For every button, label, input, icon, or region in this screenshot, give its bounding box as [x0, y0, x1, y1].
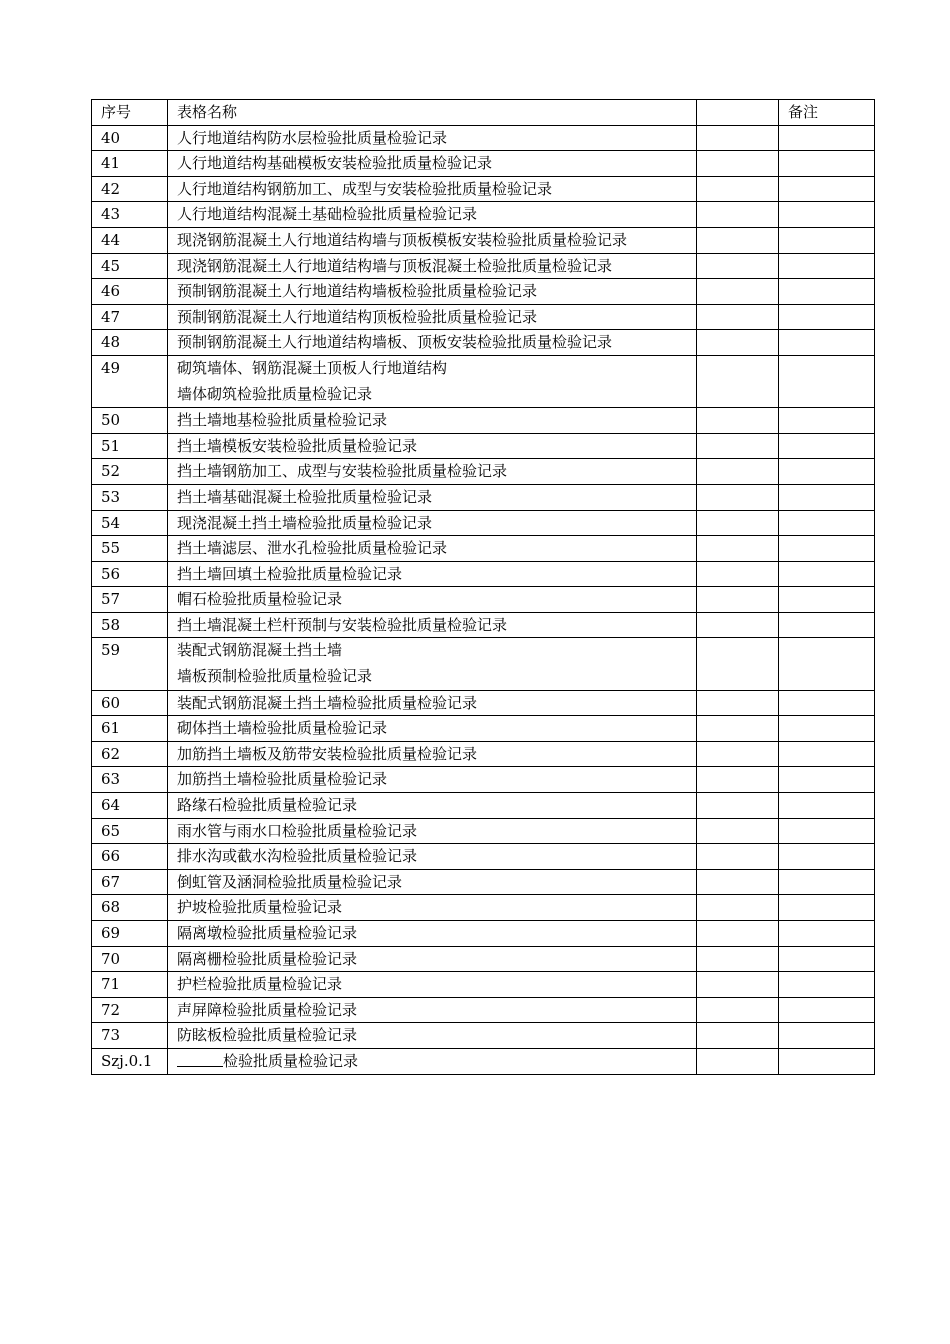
- row-number: 52: [92, 459, 168, 485]
- row-remark-cell: [779, 561, 875, 587]
- header-remark: 备注: [779, 100, 875, 126]
- table-row: [92, 227, 875, 253]
- form-name-line: 人行地道结构防水层检验批质量检验记录: [177, 128, 448, 147]
- row-blank-cell: [697, 972, 779, 998]
- row-blank-cell: [697, 227, 779, 253]
- row-number: 59: [92, 638, 168, 690]
- form-name-line: 防眩板检验批质量检验记录: [177, 1026, 358, 1045]
- row-blank-cell: [697, 253, 779, 279]
- row-remark-cell: [779, 408, 875, 434]
- form-name-line: 加筋挡土墙检验批质量检验记录: [177, 770, 388, 789]
- row-blank-cell: [697, 433, 779, 459]
- table-row: [92, 844, 875, 870]
- row-number: 68: [92, 895, 168, 921]
- row-remark-cell: [779, 716, 875, 742]
- row-blank-cell: [697, 587, 779, 613]
- table-row: [92, 690, 875, 716]
- row-blank-cell: [697, 895, 779, 921]
- row-remark-cell: [779, 330, 875, 356]
- row-remark-cell: [779, 433, 875, 459]
- row-form-name: [168, 1023, 697, 1049]
- row-remark-cell: [779, 1048, 875, 1074]
- form-name-line: 护栏检验批质量检验记录: [177, 975, 343, 994]
- row-form-name: [168, 895, 697, 921]
- table-row-custom: [92, 1048, 875, 1074]
- form-name-line: 预制钢筋混凝土人行地道结构顶板检验批质量检验记录: [177, 307, 538, 326]
- row-blank-cell: [697, 330, 779, 356]
- row-form-name: [168, 355, 697, 407]
- row-remark-cell: [779, 176, 875, 202]
- row-blank-cell: [697, 638, 779, 690]
- row-remark-cell: [779, 793, 875, 819]
- row-form-name: [168, 716, 697, 742]
- row-form-name: [168, 767, 697, 793]
- row-blank-cell: [697, 484, 779, 510]
- row-number: 66: [92, 844, 168, 870]
- table-row: [92, 459, 875, 485]
- row-blank-cell: [697, 921, 779, 947]
- form-name-line: 隔离墩检验批质量检验记录: [177, 924, 358, 942]
- row-form-name: [168, 279, 697, 305]
- row-blank-cell: [697, 946, 779, 972]
- row-form-name: [168, 997, 697, 1023]
- row-number: 43: [92, 202, 168, 228]
- row-number: 57: [92, 587, 168, 613]
- row-number: 69: [92, 921, 168, 947]
- row-number: 49: [92, 355, 168, 407]
- row-number: 53: [92, 484, 168, 510]
- form-name-line: 装配式钢筋混凝土挡土墙: [177, 641, 343, 660]
- row-blank-cell: [697, 997, 779, 1023]
- table-row: [92, 484, 875, 510]
- row-form-name: [168, 459, 697, 485]
- table-row: [92, 536, 875, 562]
- row-form-name: [168, 484, 697, 510]
- row-blank-cell: [697, 279, 779, 305]
- row-number: 60: [92, 690, 168, 716]
- table-row: [92, 946, 875, 972]
- table-row: [92, 716, 875, 742]
- row-blank-cell: [697, 716, 779, 742]
- row-form-name: [168, 972, 697, 998]
- row-remark-cell: [779, 869, 875, 895]
- form-name-line: 加筋挡土墙板及筋带安装检验批质量检验记录: [177, 744, 478, 763]
- row-blank-cell: [697, 793, 779, 819]
- row-remark-cell: [779, 125, 875, 151]
- form-name-line: 人行地道结构钢筋加工、成型与安装检验批质量检验记录: [177, 179, 553, 198]
- row-form-name: [168, 202, 697, 228]
- row-form-name: [168, 741, 697, 767]
- row-blank-cell: [697, 459, 779, 485]
- row-number: 62: [92, 741, 168, 767]
- table-row: [92, 612, 875, 638]
- table-row: [92, 895, 875, 921]
- row-number: 72: [92, 997, 168, 1023]
- row-form-name: [168, 612, 697, 638]
- form-name-line: 砌体挡土墙检验批质量检验记录: [177, 719, 388, 738]
- row-blank-cell: [697, 767, 779, 793]
- header-blank: [697, 100, 779, 126]
- row-remark-cell: [779, 510, 875, 536]
- form-name-line: 人行地道结构基础模板安装检验批质量检验记录: [177, 154, 493, 173]
- table-row: [92, 253, 875, 279]
- form-name-line: 排水沟或截水沟检验批质量检验记录: [177, 847, 418, 866]
- table-row: [92, 408, 875, 434]
- row-remark-cell: [779, 690, 875, 716]
- row-number: 51: [92, 433, 168, 459]
- form-name-line: 预制钢筋混凝土人行地道结构墙板检验批质量检验记录: [177, 282, 538, 301]
- table-row: [92, 921, 875, 947]
- form-name-line: 倒虹管及涵洞检验批质量检验记录: [177, 872, 403, 891]
- row-blank-cell: [697, 536, 779, 562]
- row-number: 54: [92, 510, 168, 536]
- form-name-line: 挡土墙基础混凝土检验批质量检验记录: [177, 487, 433, 506]
- row-form-name: [168, 844, 697, 870]
- document-page: [91, 99, 875, 1075]
- row-form-name: [168, 304, 697, 330]
- row-blank-cell: [697, 202, 779, 228]
- form-name-line: 挡土墙地基检验批质量检验记录: [177, 411, 388, 430]
- form-list-table: [91, 99, 875, 1075]
- row-blank-cell: [697, 1048, 779, 1074]
- row-blank-cell: [697, 304, 779, 330]
- form-name-line: 砌筑墙体、钢筋混凝土顶板人行地道结构: [177, 358, 448, 377]
- table-row: [92, 510, 875, 536]
- row-remark-cell: [779, 536, 875, 562]
- form-name-line: 雨水管与雨水口检验批质量检验记录: [177, 821, 418, 840]
- row-remark-cell: [779, 638, 875, 690]
- table-row: [92, 587, 875, 613]
- row-form-name: [168, 793, 697, 819]
- row-remark-cell: [779, 355, 875, 407]
- table-row: [92, 151, 875, 177]
- row-remark-cell: [779, 459, 875, 485]
- row-blank-cell: [697, 355, 779, 407]
- form-name-line: 挡土墙滤层、泄水孔检验批质量检验记录: [177, 539, 448, 558]
- form-name-line: 预制钢筋混凝土人行地道结构墙板、顶板安装检验批质量检验记录: [177, 333, 613, 352]
- row-number: 45: [92, 253, 168, 279]
- table-row: [92, 869, 875, 895]
- row-number: 56: [92, 561, 168, 587]
- form-name-line: 墙板预制检验批质量检验记录: [177, 667, 373, 686]
- table-body: [92, 100, 875, 1075]
- row-number: 46: [92, 279, 168, 305]
- row-number: 48: [92, 330, 168, 356]
- row-blank-cell: [697, 1023, 779, 1049]
- table-row: [92, 561, 875, 587]
- row-number: 44: [92, 227, 168, 253]
- row-blank-cell: [697, 408, 779, 434]
- table-row: [92, 202, 875, 228]
- row-remark-cell: [779, 253, 875, 279]
- form-name-suffix: 检验批质量检验记录: [223, 1051, 359, 1070]
- row-form-name: [168, 818, 697, 844]
- table-row: [92, 793, 875, 819]
- row-blank-cell: [697, 125, 779, 151]
- row-number: 47: [92, 304, 168, 330]
- row-form-name: [168, 561, 697, 587]
- row-remark-cell: [779, 227, 875, 253]
- row-number: 42: [92, 176, 168, 202]
- row-number: 67: [92, 869, 168, 895]
- fill-in-blank-line: [177, 1050, 223, 1067]
- form-name-line: 隔离栅检验批质量检验记录: [177, 949, 358, 968]
- row-form-name: [168, 125, 697, 151]
- row-number: 58: [92, 612, 168, 638]
- row-remark-cell: [779, 895, 875, 921]
- row-form-name: [168, 253, 697, 279]
- row-remark-cell: [779, 304, 875, 330]
- row-form-name: [168, 536, 697, 562]
- row-remark-cell: [779, 997, 875, 1023]
- row-number: 50: [92, 408, 168, 434]
- row-blank-cell: [697, 818, 779, 844]
- row-form-name: [168, 227, 697, 253]
- form-name-line: 人行地道结构混凝土基础检验批质量检验记录: [177, 205, 478, 224]
- table-row: [92, 818, 875, 844]
- row-remark-cell: [779, 484, 875, 510]
- row-remark-cell: [779, 279, 875, 305]
- row-remark-cell: [779, 741, 875, 767]
- form-name-line: 装配式钢筋混凝土挡土墙检验批质量检验记录: [177, 693, 478, 712]
- row-form-name: [168, 330, 697, 356]
- row-remark-cell: [779, 844, 875, 870]
- table-row: [92, 355, 875, 407]
- table-row: [92, 125, 875, 151]
- form-name-line: 挡土墙回填土检验批质量检验记录: [177, 564, 403, 583]
- row-blank-cell: [697, 561, 779, 587]
- table-row: [92, 997, 875, 1023]
- row-remark-cell: [779, 202, 875, 228]
- row-number: 61: [92, 716, 168, 742]
- row-remark-cell: [779, 818, 875, 844]
- row-remark-cell: [779, 946, 875, 972]
- row-number: 70: [92, 946, 168, 972]
- row-remark-cell: [779, 972, 875, 998]
- row-remark-cell: [779, 587, 875, 613]
- row-remark-cell: [779, 921, 875, 947]
- form-name-line: 路缘石检验批质量检验记录: [177, 796, 358, 815]
- row-form-name: [168, 510, 697, 536]
- row-number: 55: [92, 536, 168, 562]
- table-row: [92, 767, 875, 793]
- row-number: 64: [92, 793, 168, 819]
- row-remark-cell: [779, 767, 875, 793]
- row-blank-cell: [697, 176, 779, 202]
- form-name-line: 挡土墙混凝土栏杆预制与安装检验批质量检验记录: [177, 615, 508, 634]
- row-number: 65: [92, 818, 168, 844]
- header-name: 表格名称: [168, 100, 697, 126]
- row-remark-cell: [779, 151, 875, 177]
- form-name-line: 帽石检验批质量检验记录: [177, 590, 343, 609]
- row-number: 63: [92, 767, 168, 793]
- row-form-name: [168, 176, 697, 202]
- row-number: 73: [92, 1023, 168, 1049]
- row-remark-cell: [779, 1023, 875, 1049]
- row-number: 40: [92, 125, 168, 151]
- form-name-line: 挡土墙钢筋加工、成型与安装检验批质量检验记录: [177, 462, 508, 481]
- row-blank-cell: [697, 869, 779, 895]
- row-blank-cell: [697, 690, 779, 716]
- table-row: [92, 1023, 875, 1049]
- form-name-line: 挡土墙模板安装检验批质量检验记录: [177, 436, 418, 455]
- row-form-name: [168, 921, 697, 947]
- row-number: 41: [92, 151, 168, 177]
- row-number: Szj.0.1: [92, 1048, 168, 1074]
- form-name-line: 现浇钢筋混凝土人行地道结构墙与顶板模板安装检验批质量检验记录: [177, 230, 628, 249]
- header-no: 序号: [92, 100, 168, 126]
- row-form-name: [168, 638, 697, 690]
- table-row: [92, 972, 875, 998]
- table-header-row: [92, 100, 875, 126]
- form-name-line: 声屏障检验批质量检验记录: [177, 1000, 358, 1019]
- table-row: [92, 304, 875, 330]
- row-form-name: [168, 690, 697, 716]
- table-row: [92, 741, 875, 767]
- row-form-name: [168, 1048, 697, 1074]
- form-name-line: 现浇钢筋混凝土人行地道结构墙与顶板混凝土检验批质量检验记录: [177, 256, 613, 275]
- row-form-name: [168, 946, 697, 972]
- row-blank-cell: [697, 741, 779, 767]
- table-row: [92, 330, 875, 356]
- row-blank-cell: [697, 612, 779, 638]
- row-remark-cell: [779, 612, 875, 638]
- row-form-name: [168, 587, 697, 613]
- row-blank-cell: [697, 151, 779, 177]
- table-row: [92, 176, 875, 202]
- table-row: [92, 279, 875, 305]
- row-form-name: [168, 151, 697, 177]
- table-row: [92, 638, 875, 690]
- row-form-name: [168, 408, 697, 434]
- row-blank-cell: [697, 844, 779, 870]
- table-row: [92, 433, 875, 459]
- row-form-name: [168, 433, 697, 459]
- form-name-line: 护坡检验批质量检验记录: [177, 898, 343, 917]
- form-name-line: 现浇混凝土挡土墙检验批质量检验记录: [177, 513, 433, 532]
- row-number: 71: [92, 972, 168, 998]
- row-form-name: [168, 869, 697, 895]
- row-blank-cell: [697, 510, 779, 536]
- form-name-line: 墙体砌筑检验批质量检验记录: [177, 384, 373, 403]
